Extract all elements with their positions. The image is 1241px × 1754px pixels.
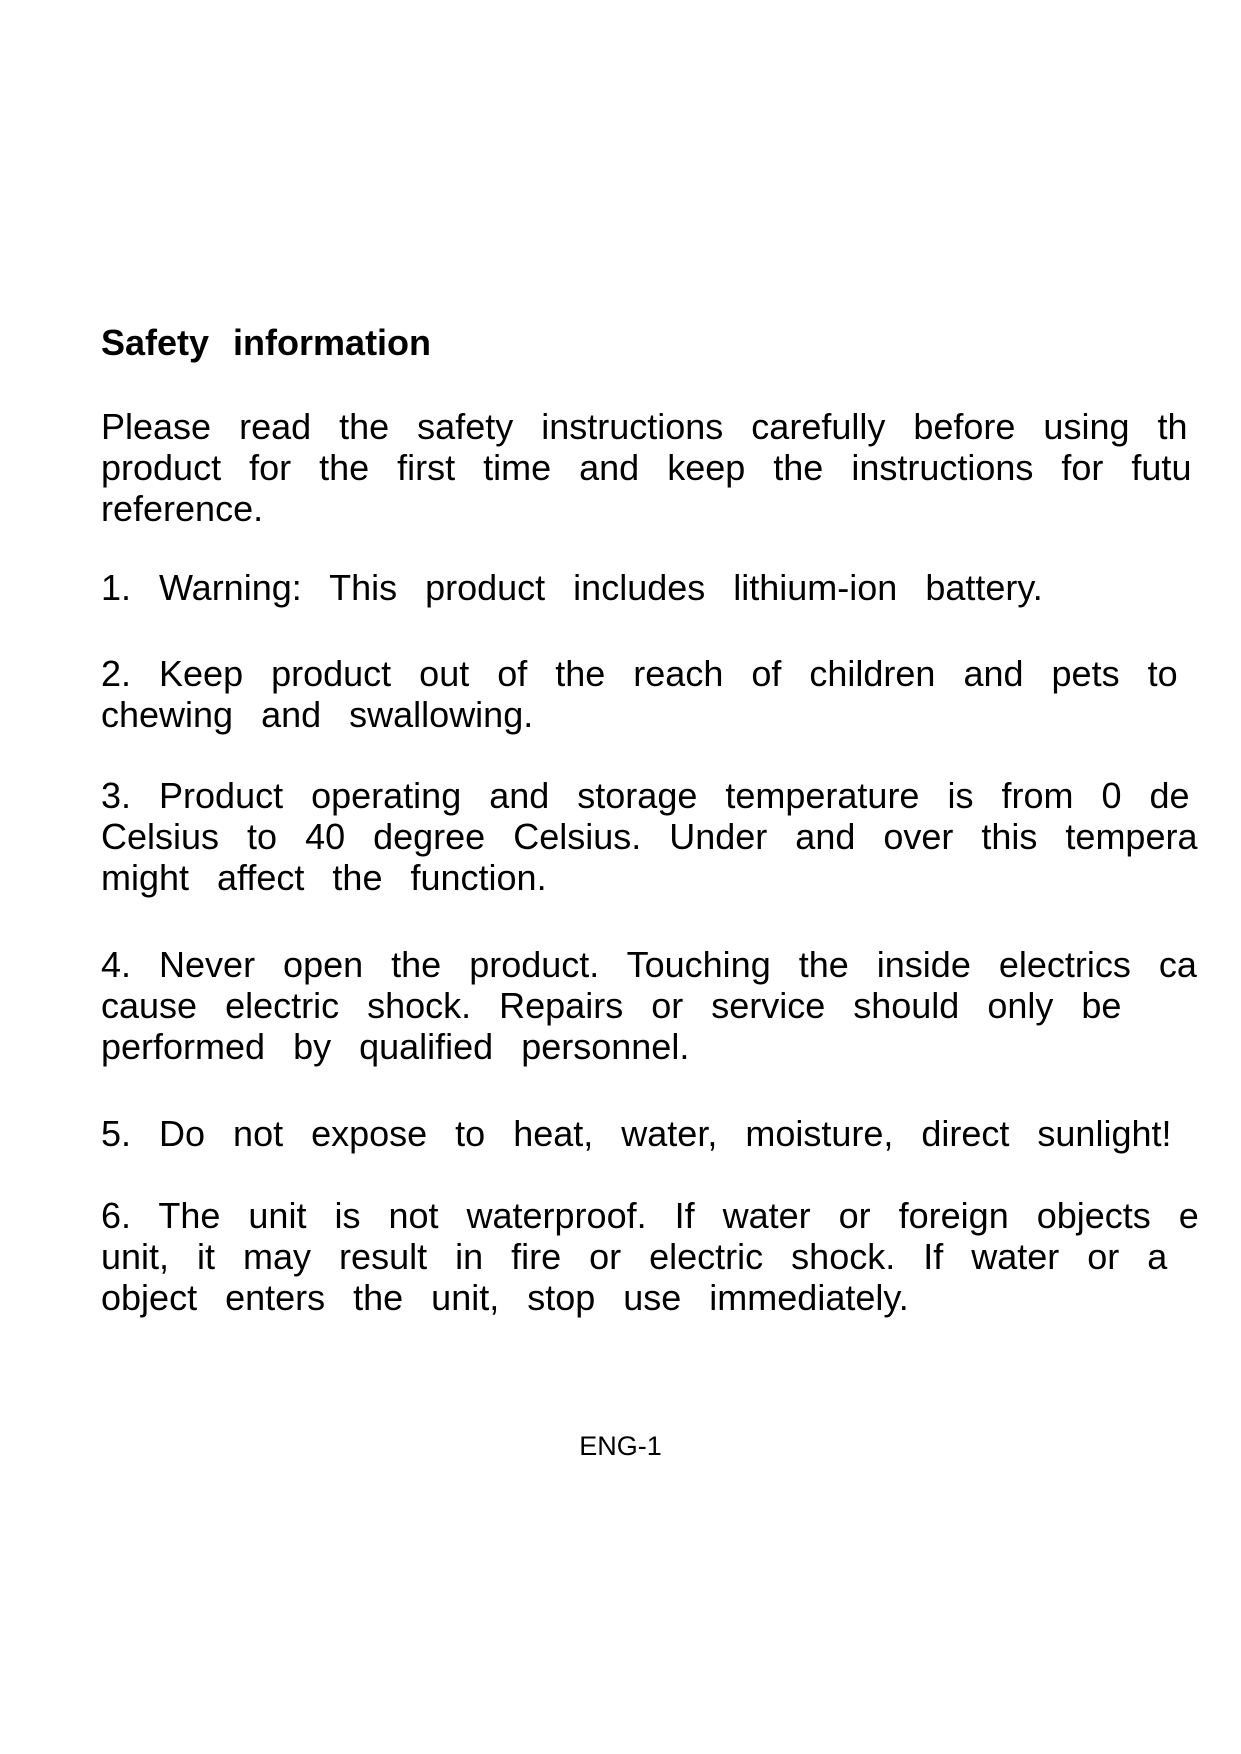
intro-line: Please read the safety instructions carefully before using th bbox=[101, 406, 1188, 447]
safety-item-line: might affect the function. bbox=[101, 857, 547, 898]
page-title: Safety information bbox=[101, 322, 432, 363]
safety-item-1 bbox=[101, 567, 1043, 608]
safety-item-line: chewing and swallowing. bbox=[101, 694, 534, 735]
safety-item-line: 1. Warning: This product includes lithium-ion battery. bbox=[101, 567, 1043, 608]
safety-item-3 bbox=[101, 775, 1198, 898]
safety-item-line: cause electric shock. Repairs or service should only be bbox=[101, 985, 1122, 1026]
safety-item-line: performed by qualified personnel. bbox=[101, 1026, 690, 1067]
safety-item-2 bbox=[101, 653, 1178, 735]
safety-item-line: object enters the unit, stop use immediately. bbox=[101, 1277, 909, 1318]
safety-item-line: Celsius to 40 degree Celsius. Under and over this tempera bbox=[101, 816, 1198, 857]
safety-item-line: 3. Product operating and storage temperature is from 0 de bbox=[101, 775, 1190, 816]
safety-item-line: unit, it may result in fire or electric shock. If water or a bbox=[101, 1236, 1168, 1277]
intro-paragraph bbox=[101, 406, 1191, 529]
safety-item-5 bbox=[101, 1113, 1172, 1154]
safety-item-4 bbox=[101, 944, 1197, 1067]
safety-item-line: 4. Never open the product. Touching the inside electrics ca bbox=[101, 944, 1197, 985]
safety-item-line: 6. The unit is not waterproof. If water or foreign objects e bbox=[101, 1195, 1199, 1236]
safety-item-line: 5. Do not expose to heat, water, moisture, direct sunlight! bbox=[101, 1113, 1172, 1154]
safety-item-line: 2. Keep product out of the reach of children and pets to bbox=[101, 653, 1178, 694]
safety-item-6 bbox=[101, 1195, 1199, 1318]
intro-line: product for the first time and keep the instructions for futu bbox=[101, 447, 1192, 488]
intro-line: reference. bbox=[101, 488, 264, 529]
page-number: ENG-1 bbox=[579, 1431, 662, 1461]
